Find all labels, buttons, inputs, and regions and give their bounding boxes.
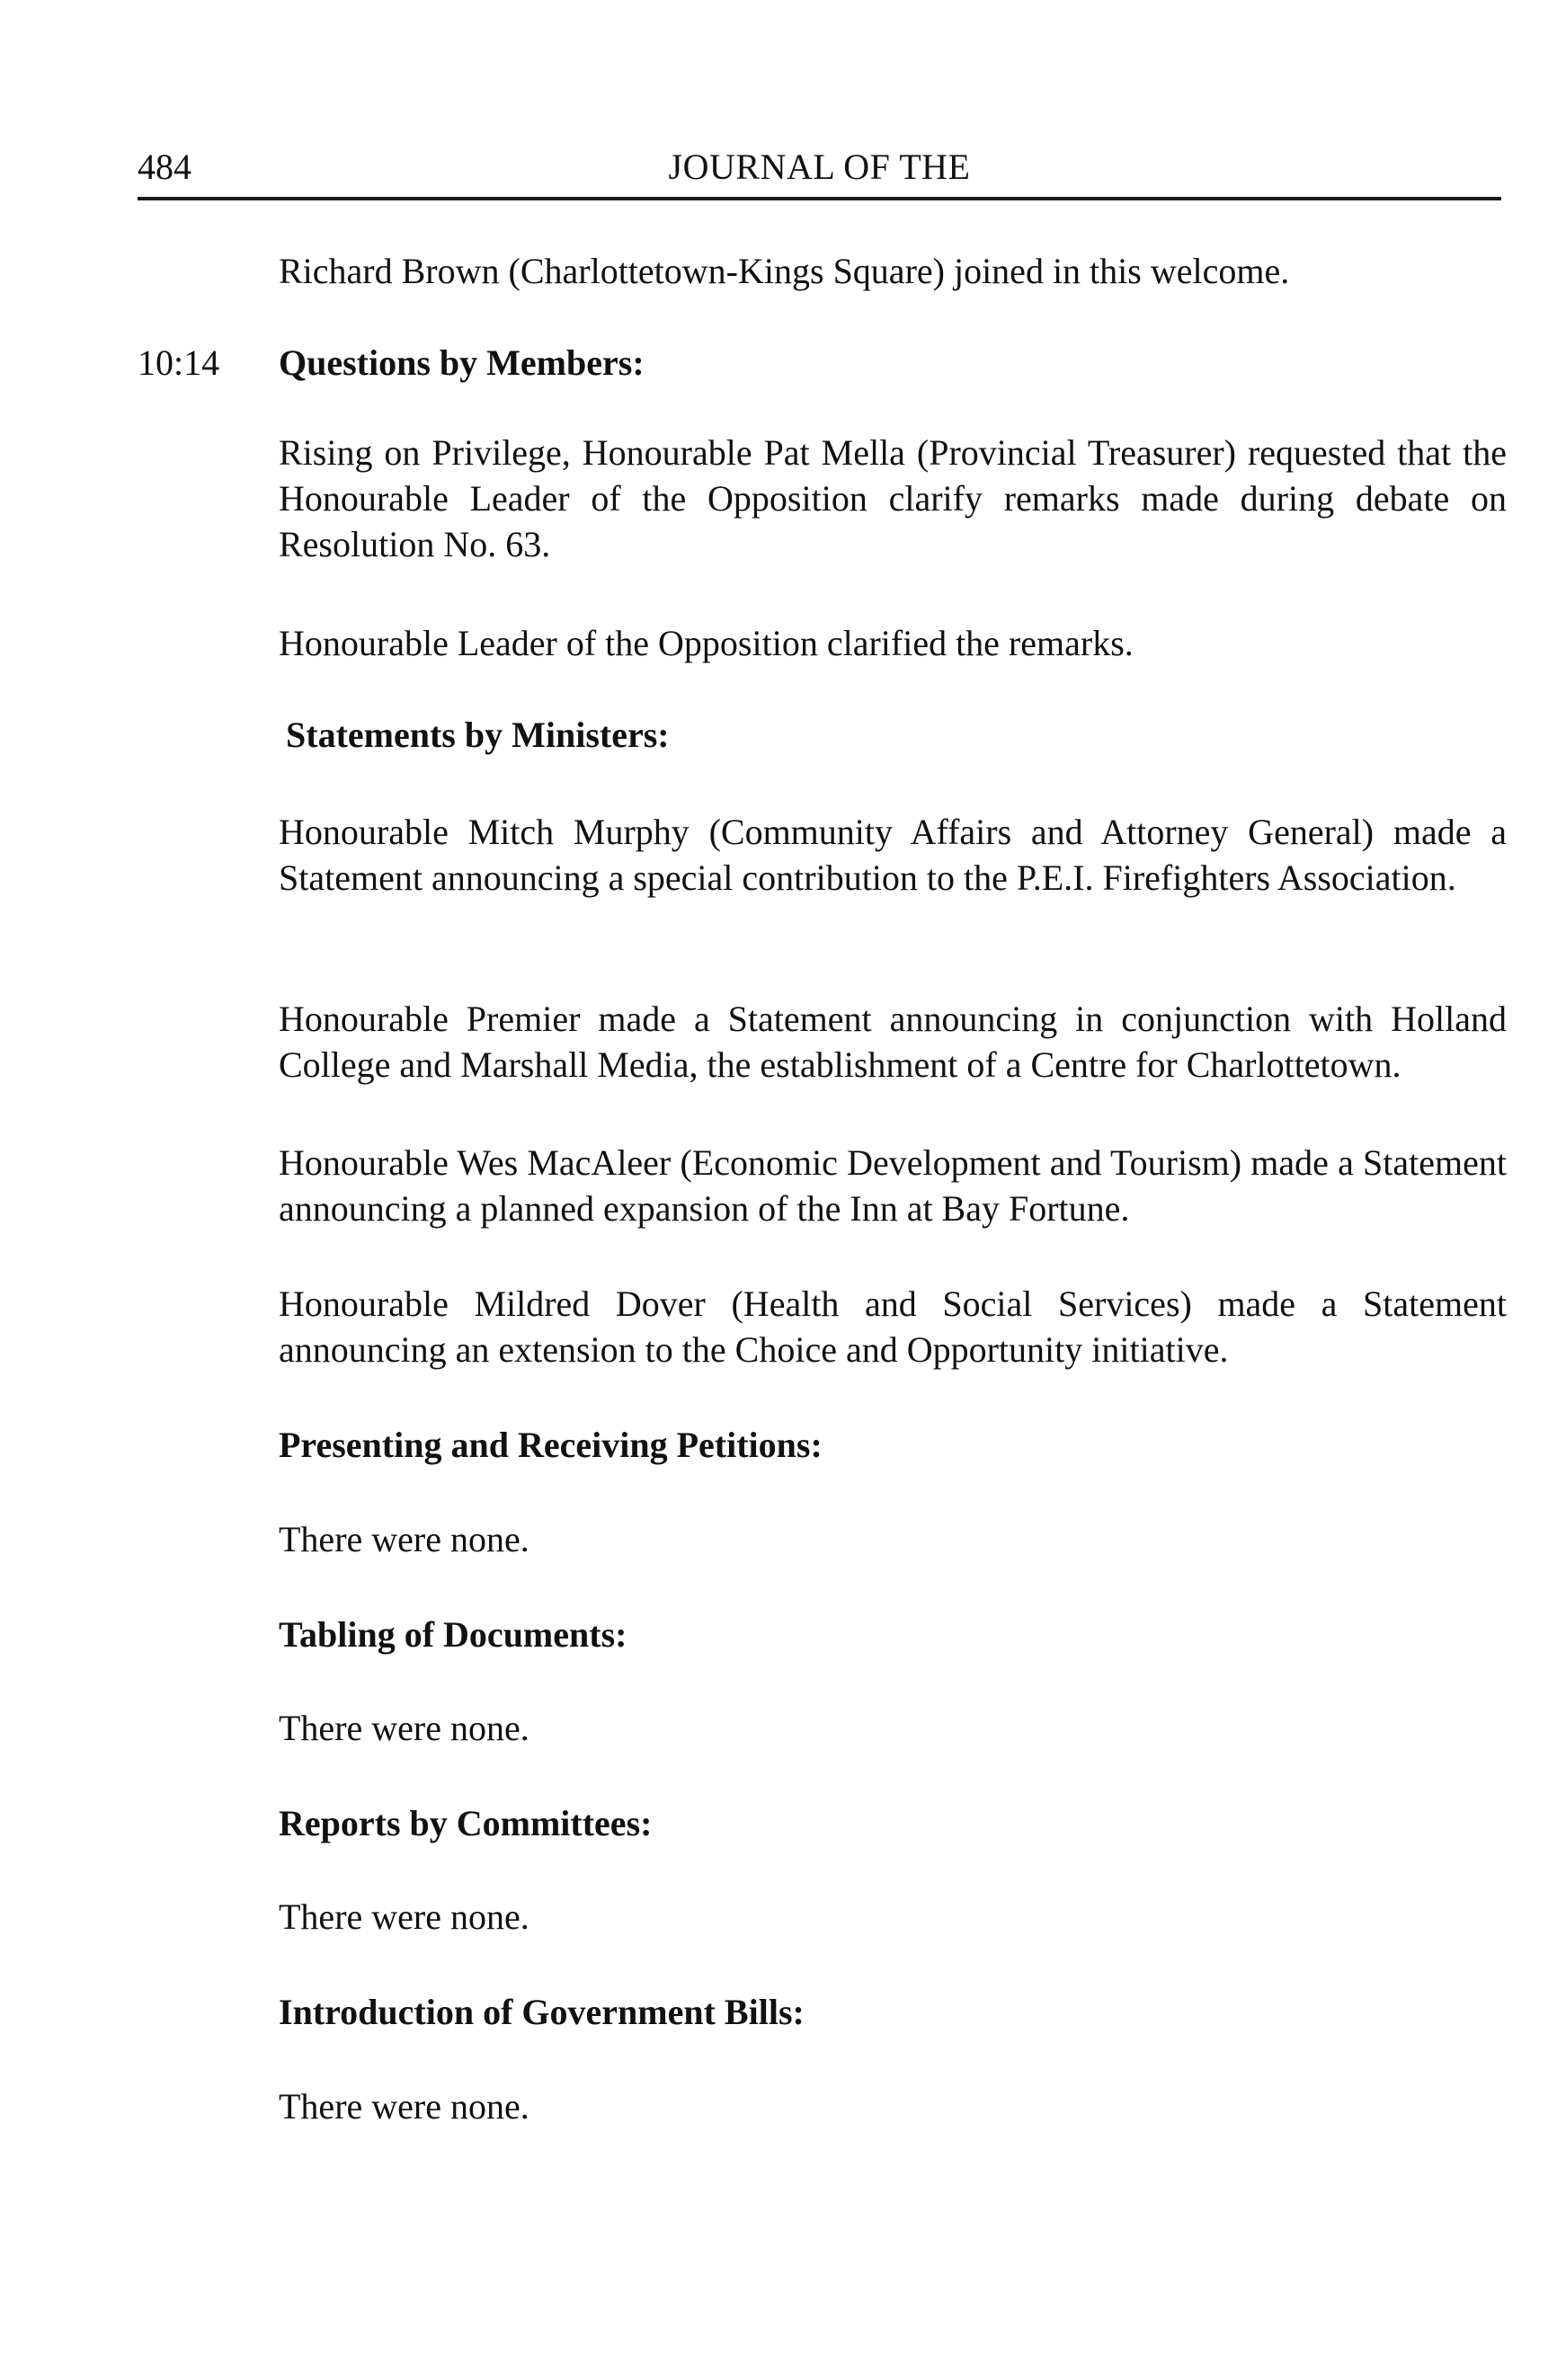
bills-text: There were none.: [279, 2086, 529, 2127]
running-head: [138, 144, 1501, 191]
petitions-heading: Presenting and Receiving Petitions:: [279, 1425, 823, 1465]
statement-murphy: Honourable Mitch Murphy (Community Affairs and Attorney General) made a Statement announcing a special contribution to the P.E.I. Firefighters Association.: [279, 812, 1507, 898]
statement-premier: Honourable Premier made a Statement announcing in conjunction with Holland College and Marshall Media, the establishment of a Centre for Charlottetown.: [279, 999, 1507, 1085]
clarified-paragraph: Honourable Leader of the Opposition clarified the remarks.: [279, 623, 1134, 663]
page-number: 484: [138, 147, 191, 187]
questions-heading: Questions by Members:: [279, 342, 645, 383]
tabling-heading: Tabling of Documents:: [279, 1614, 627, 1655]
questions-time: 10:14: [138, 342, 220, 383]
statement-dover: Honourable Mildred Dover (Health and Social Services) made a Statement announcing an extension to the Choice and Opportunity initiative.: [279, 1283, 1507, 1370]
reports-text: There were none.: [279, 1896, 529, 1937]
statement-macaleer: Honourable Wes MacAleer (Economic Development and Tourism) made a Statement announcing a planned expansion of the Inn at Bay Fortune.: [279, 1142, 1507, 1229]
bills-heading: Introduction of Government Bills:: [279, 1992, 805, 2032]
header-rule: [138, 197, 1501, 200]
petitions-text: There were none.: [279, 1519, 529, 1559]
statements-heading: Statements by Ministers:: [286, 715, 670, 755]
tabling-text: There were none.: [279, 1708, 529, 1748]
welcome-paragraph: Richard Brown (Charlottetown-Kings Square) joined in this welcome.: [279, 251, 1290, 291]
reports-heading: Reports by Committees:: [279, 1803, 653, 1843]
journal-title: JOURNAL OF THE: [668, 147, 971, 187]
privilege-paragraph: Rising on Privilege, Honourable Pat Mella (Provincial Treasurer) requested that the Honourable Leader of the Opposition clarify remarks made during debate on Resolution No. 63.: [279, 432, 1507, 564]
